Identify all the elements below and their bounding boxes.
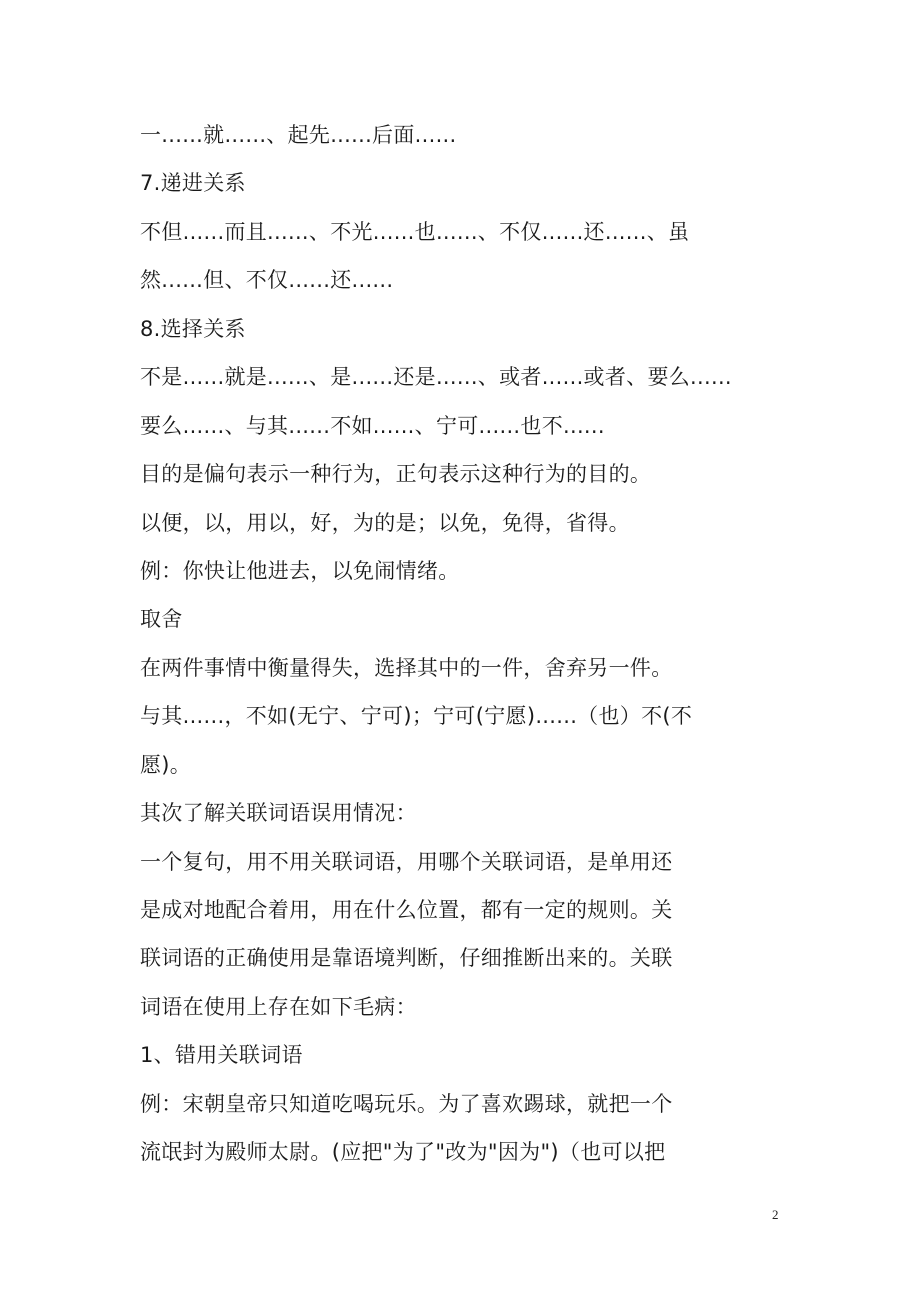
page-number: 2	[772, 1207, 779, 1222]
text-line: 以便，以，用以，好，为的是；以免，免得，省得。	[140, 510, 630, 535]
text-line: 例：宋朝皇帝只知道吃喝玩乐。为了喜欢踢球，就把一个	[140, 1091, 673, 1116]
text-line: 目的是偏句表示一种行为，正句表示这种行为的目的。	[140, 462, 652, 487]
text-line: 词语在使用上存在如下毛病：	[140, 994, 417, 1019]
body-text	[140, 119, 800, 1185]
text-line: 其次了解关联词语误用情况：	[140, 801, 417, 826]
text-line: 不是......就是......、是......还是......、或者......或者、要么......	[140, 365, 732, 390]
text-line: 一个复句，用不用关联词语，用哪个关联词语，是单用还	[140, 849, 673, 874]
text-line: 流氓封为殿师太尉。(应把"为了"改为"因为")（也可以把	[140, 1140, 666, 1165]
text-line: 不但......而且......、不光......也......、不仅......还......、虽	[140, 219, 690, 244]
text-line: 一......就......、起先......后面......	[140, 123, 457, 147]
text-line: 要么......、与其......不如......、宁可......也不......	[140, 413, 605, 438]
text-line: 取舍	[140, 607, 183, 632]
text-line: 在两件事情中衡量得失，选择其中的一件，舍弃另一件。	[140, 655, 673, 680]
text-line: 然......但、不仅......还......	[140, 268, 394, 293]
text-line: 联词语的正确使用是靠语境判断，仔细推断出来的。关联	[140, 946, 673, 971]
text-line: 8.选择关系	[140, 316, 246, 341]
text-line: 与其......，不如(无宁、宁可)；宁可(宁愿)......（也）不(不	[140, 704, 693, 729]
text-line: 1、错用关联词语	[140, 1043, 303, 1068]
text-line: 愿)。	[140, 752, 192, 777]
text-line: 7.递进关系	[140, 171, 246, 196]
text-line: 例：你快让他进去，以免闹情绪。	[140, 558, 460, 583]
text-line: 是成对地配合着用，用在什么位置，都有一定的规则。关	[140, 898, 673, 922]
